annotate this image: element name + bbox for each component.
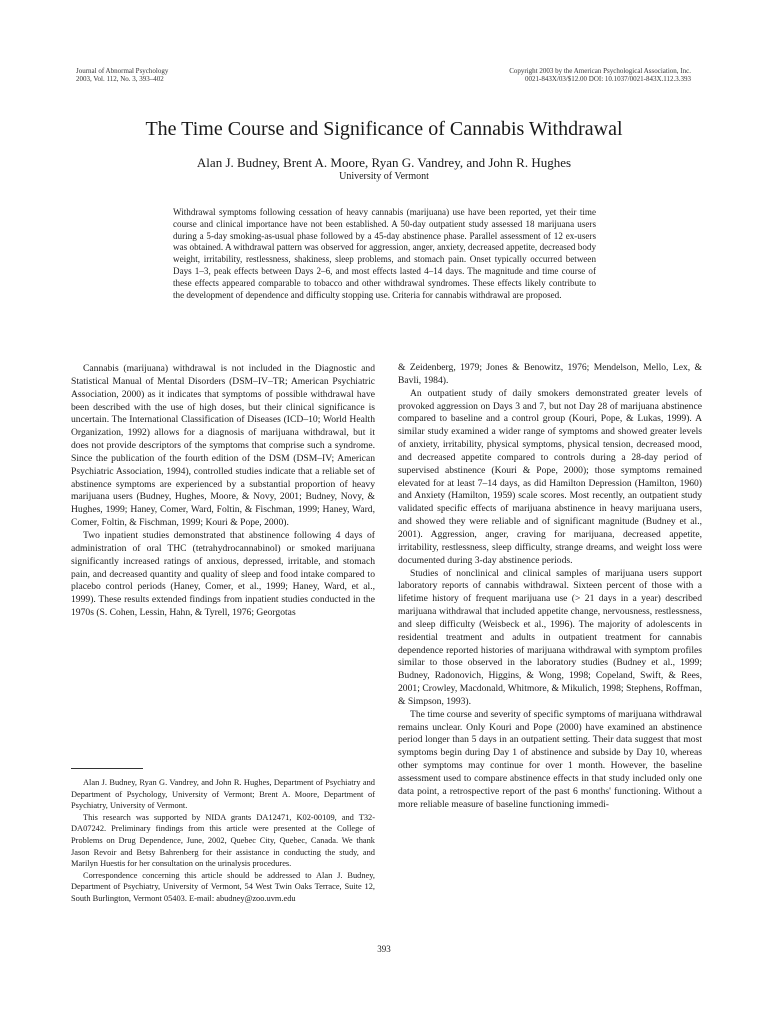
abstract <box>173 207 596 301</box>
body-paragraph: Cannabis (marijuana) withdrawal is not included in the Diagnostic and Statistical Manual of Mental Disorders (DSM–IV–TR; American Psychiatric Association, 2000) as it indicates that symptoms of possible withdrawal have been described with the use of high doses, but their clinical significance is uncertain. The International Classification of Diseases (ICD–10; World Health Organization, 1992) allows for a diagnosis of marijuana withdrawal, but it does not provide descriptors of the symptoms that comprise such a syndrome. Since the publication of the fourth edition of the DSM (DSM–IV; American Psychiatric Association, 1994), controlled studies indicate that a reliable set of abstinence symptoms are experienced by a substantial proportion of heavy marijuana users (Budney, Hughes, Moore, & Novy, 2001; Budney, Novy, & Hughes, 1999; Haney, Comer, Ward, Foltin, & Fischman, 1999; Haney, Ward, Comer, Foltin, & Fischman, 1999; Kouri & Pope, 2000). <box>71 363 375 529</box>
body-paragraph: An outpatient study of daily smokers demonstrated greater levels of provoked aggression on Days 3 and 7, but not Day 28 of marijuana abstinence compared to baseline and a control group (Kouri, Pope, & Lukas, 1999). A similar study examined a wider range of symptoms and showed greater levels of anxiety, irritability, physical symptoms, physical tension, decreased mood, and decreased appetite compared to controls during a 28-day period of supervised abstinence (Kouri & Pope, 2000); those symptoms remained elevated for at least 7–14 days, as did Hamilton Depression (Hamilton, 1960) and Anxiety (Hamilton, 1959) scale scores. Most recently, an outpatient study validated specific effects of marijuana abstinence in heavy marijuana users, and showed they were reliable and of significant magnitude (Budney et al., 2001). Aggression, anger, craving for marijuana, decreased appetite, irritability, restlessness, sleep difficulty, strange dreams, and weight loss were documented during 3-day abstinence periods. <box>398 387 702 566</box>
footnote-paragraph: Alan J. Budney, Ryan G. Vandrey, and John R. Hughes, Department of Psychiatry and Department of Psychology, University of Vermont; Brent A. Moore, Department of Psychiatry, University of Vermont. <box>71 778 375 811</box>
doi-line: 0021-843X/03/$12.00 DOI: 10.1037/0021-843X.112.3.393 <box>525 75 691 83</box>
author-note <box>71 777 375 905</box>
author-list: Alan J. Budney, Brent A. Moore, Ryan G. Vandrey, and John R. Hughes <box>196 155 572 170</box>
footnote-divider <box>71 768 143 769</box>
running-header-right <box>509 67 691 83</box>
body-column-left <box>71 363 375 755</box>
body-column-right <box>398 362 702 964</box>
body-paragraph: & Zeidenberg, 1979; Jones & Benowitz, 1976; Mendelson, Mello, Lex, & Bavli, 1984). <box>398 362 702 386</box>
journal-volume: 2003, Vol. 112, No. 3, 393–402 <box>76 75 164 83</box>
footnote-paragraph: This research was supported by NIDA grants DA12471, K02-00109, and T32-DA07242. Preliminary findings from this article were presented at the College of Problems on Drug Dependence, June, 2002, Quebec City, Quebec, Canada. We thank Jason Revoir and Betsy Bahrenberg for their assistance in conducting the study, and Marilyn Huestis for her consultation on the urinalysis procedures. <box>71 812 375 869</box>
copyright-line: Copyright 2003 by the American Psychological Association, Inc. <box>509 67 691 75</box>
body-paragraph: Studies of nonclinical and clinical samples of marijuana users support laboratory reports of cannabis withdrawal. Sixteen percent of those with a lifetime history of frequent marijuana use (> 21 days in a year) described marijuana withdrawal that included appetite change, nervousness, restlessness, and sleep difficulty (Weisbeck et al., 1996). The majority of adolescents in residential treatment and adults in outpatient treatment for cannabis dependence reported histories of marijuana withdrawal with symptom profiles similar to those observed in the laboratory studies (Budney et al., 1999; Budney, Radonovich, Higgins, & Wong, 1998; Copeland, Swift, & Rees, 2001; Crowley, Macdonald, Whitmore, & Mikulich, 1998; Stephens, Roffman, & Simpson, 1993). <box>398 567 702 707</box>
page-number: 393 <box>377 944 391 954</box>
article-title: The Time Course and Significance of Cannabis Withdrawal <box>145 118 623 140</box>
abstract-text: Withdrawal symptoms following cessation of heavy cannabis (marijuana) use have been reported, yet their time course and clinical importance have not been established. A 50-day outpatient study assessed 18 marijuana users during a 5-day smoking-as-usual phase followed by a 45-day abstinence phase. Parallel assessment of 12 ex-users was obtained. A withdrawal pattern was observed for aggression, anger, anxiety, decreased appetite, decreased body weight, irritability, restlessness, shakiness, sleep problems, and stomach pain. Onset typically occurred between Days 1–3, peak effects between Days 2–6, and most effects lasted 4–14 days. The magnitude and time course of these effects appeared comparable to tobacco and other withdrawal syndromes. These effects likely contribute to the development of dependence and difficulty stopping use. Criteria for cannabis withdrawal are proposed. <box>173 207 596 300</box>
journal-name: Journal of Abnormal Psychology <box>76 67 169 75</box>
running-header-left <box>76 67 168 83</box>
affiliation: University of Vermont <box>339 171 429 182</box>
footnote-paragraph: Correspondence concerning this article should be addressed to Alan J. Budney, Department of Psychiatry, University of Vermont, 54 West Twin Oaks Terrace, Suite 12, South Burlington, Vermont 05403. E-mail: abudney@zoo.uvm.edu <box>71 870 375 903</box>
body-paragraph: Two inpatient studies demonstrated that abstinence following 4 days of administration of oral THC (tetrahydrocannabinol) or smoked marijuana significantly increased ratings of anxious, depressed, irritable, and stomach pain, and decreased quantity and quality of sleep and food intake compared to placebo control periods (Haney, Comer, et al., 1999; Haney, Ward, et al., 1999). These results extended findings from inpatient studies conducted in the 1970s (S. Cohen, Lessin, Hahn, & Tyrell, 1976; Georgotas <box>71 529 375 619</box>
body-paragraph: The time course and severity of specific symptoms of marijuana withdrawal remains unclear. Only Kouri and Pope (2000) have examined an abstinence period longer than 5 days in an outpatient setting. Their data suggest that most symptoms begin during Day 1 of abstinence and subside by Day 10, whereas other symptoms may continue for over 1 month. However, the baseline assessment used to compare abstinence effects in that study included only one data point, a retrospective report of the past 6 months' functioning. Without a more reliable measure of baseline functioning immedi- <box>398 708 702 810</box>
